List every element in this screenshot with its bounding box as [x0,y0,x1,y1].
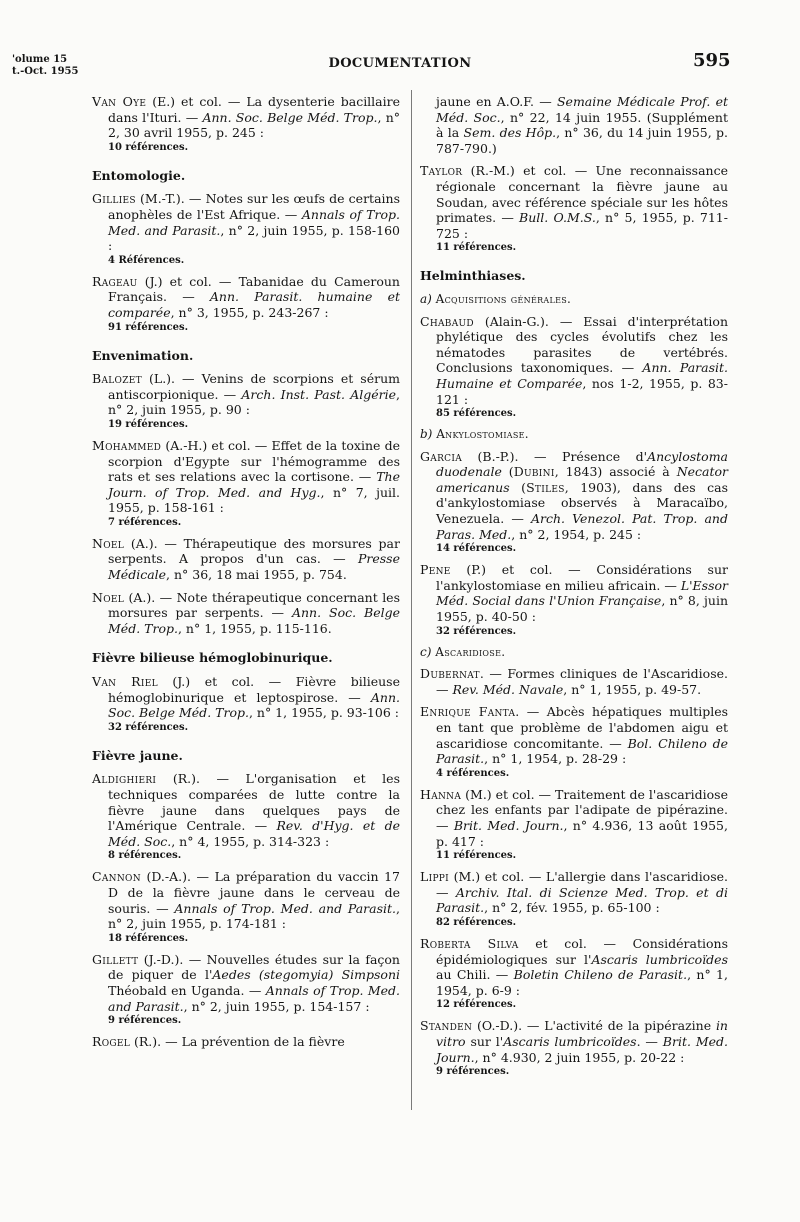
entry-text: . — [636,1033,663,1049]
entry-author: Gillies [92,191,136,207]
entry-citation: , n° 5, 1955, p. 711-725 : [436,210,728,241]
entry-journal: Brit. Med. Journ. [436,1033,728,1065]
entry-citation: , n° 1, 1955, p. 49-57. [563,681,702,697]
entry-text: , 1903), dans des cas d'ankylostomiase observés à Maracaïbo, Venezuela. — [436,479,728,527]
entry-journal: Sem. des Hôp. [463,125,557,141]
entry-citation: , n° 36, du 14 juin 1955, p. 787-790.) [436,125,728,156]
entry-references: 32 références. [436,625,517,637]
entry-author: Standen [420,1018,473,1034]
entry-citation: , n° 2, juin 1955, p. 154-157 : [183,998,370,1014]
entry-citation: , n° 1, 1954, p. 28-29 : [484,751,627,767]
bibliography-entry [420,704,728,779]
entry-author: Van Riel [92,674,158,690]
entry-journal: Bol. Chileno de Parasit. [436,735,728,767]
entry-journal: Ann. Soc. Belge Méd. Trop. [108,689,400,721]
section-heading: Fièvre jaune. [92,747,183,763]
entry-species: Ancylostoma duodenale [436,448,728,480]
entry-text: au Chili. — [436,967,514,983]
entry-text: Théobald en Uganda. — [108,982,266,998]
entry-text: (R.). — L'organisation et les techniques comparées de lutte contre la fièvre jaune dans quelques pays de l'Amérique Centrale. — [108,771,400,834]
entry-citation: , n° 22, 14 juin 1955. (Supplément à la [436,109,728,141]
entry-text: sur l' [465,1033,504,1049]
bibliography-entry [92,191,400,266]
subsection-title: Ascaridiose. [435,644,506,659]
issue-date-label: t.-Oct. 1955 [12,66,79,77]
entry-species: Aedes (stegomyia) Simpsoni [212,967,400,983]
column-divider [411,90,412,1110]
entry-author: Enrique Fanta [420,704,516,720]
bibliography-entry [92,590,400,637]
subsection-heading [420,427,728,443]
entry-references: 12 références. [436,999,517,1011]
entry-species: Necator americanus [436,464,728,495]
entry-author: Cannon [92,869,141,885]
page-header [0,0,800,80]
entry-references: 4 références. [436,767,510,779]
entry-citation: , n° 1, 1955, p. 115-116. [177,620,332,636]
entry-text: (M.-T.). — Notes sur les œufs de certains anophèles de l'Est Afrique. — [108,191,400,222]
entry-text: (B.-P.). — Présence d' [462,448,648,464]
page-number: 595 [693,50,731,71]
entry-journal: Ann. Parasit. Humaine et Comparée [436,360,728,391]
entry-text: (R.). — La prévention de la fièvre [130,1034,345,1050]
section-heading: Fièvre bilieuse hémoglobinurique. [92,650,333,666]
entry-journal: Arch. Inst. Past. Algérie [241,386,397,402]
section-heading: Envenimation. [92,347,194,363]
entry-citation: , n° 3, 1955, p. 243-267 : [170,304,329,320]
entry-text: (R.-M.) et col. — Une reconnaissance régionale concernant la fièvre jaune au Soudan, avec référence spéciale sur les hôtes primates. — [436,163,728,226]
entry-text: (A.). — Note thérapeutique concernant les morsures par serpents. — [108,589,400,621]
entry-citation: , n° 2, 1954, p. 245 : [511,526,642,542]
subsection-title: Acquisitions générales. [435,291,572,306]
subsection-letter: b) [420,427,433,442]
bibliography-entry [92,274,400,334]
bibliography-entry [92,94,400,154]
entry-author: Hanna [420,786,462,802]
bibliography-entry [420,449,728,556]
entry-references: 7 références. [108,516,182,528]
entry-text: (O.-D.). — L'activité de la pipérazine [472,1018,716,1034]
entry-author: Mohammed [92,437,162,453]
entry-references: 9 références. [108,1015,182,1027]
subsection-letter: c) [420,644,432,659]
entry-references: 32 références. [108,721,189,733]
entry-journal: Ann. Parasit. humaine et comparée [108,289,400,320]
bibliography-entry-continued [420,94,728,156]
entry-citation: , n° 2, juin 1955, p. 90 : [108,386,400,418]
entry-text: (Alain-G.). — Essai d'interprétation phylétique des cycles évolutifs chez les nématodes parasites de vertébrés. Conclusions taxonomiques. — [436,313,728,376]
entry-references: 19 références. [108,418,189,430]
entry-text: , 1843) associé à [554,464,677,480]
bibliography-entry [92,952,400,1027]
bibliography-entry [92,771,400,862]
bibliography-entry [420,314,728,421]
entry-references: 4 Références. [108,254,185,266]
entry-author: Noel [92,589,125,605]
running-head: DOCUMENTATION [328,56,472,71]
right-column [420,94,728,1085]
entry-text: (M.) et col. — L'allergie dans l'ascaridiose. — [436,869,728,900]
entry-text: (J.) et col. — Tabanidae du Cameroun Français. — [108,273,400,305]
entry-citation: , n° 2, 30 avril 1955, p. 245 : [108,109,400,141]
left-column [92,94,400,1057]
entry-journal: Bull. O.M.S. [519,210,596,226]
entry-emphasis: in vitro [436,1018,728,1049]
entry-journal: Boletin Chileno de Parasit. [513,967,688,983]
entry-author: Aldighieri [92,771,157,787]
bibliography-entry [420,1018,728,1078]
entry-references: 82 références. [436,916,517,928]
entry-author: Roberta Silva [420,935,519,951]
subsection-heading [420,292,728,308]
entry-journal: Annals of Trop. Med. and Parasit. [108,206,400,238]
entry-author: Taylor [420,163,463,179]
entry-journal: The Journ. of Trop. Med. and Hyg. [108,469,400,500]
entry-text: (M.) et col. — Traitement de l'ascaridiose chez les enfants par l'adipate de pipérazine. — [436,786,728,833]
entry-references: 91 références. [108,321,189,333]
entry-author: Rageau [92,273,138,289]
entry-text: (P.) et col. — Considérations sur l'ankylostomiase en milieu africain. — [436,562,728,593]
entry-text: . — Abcès hépatiques multiples en tant que problème de l'abdomen aigu et ascaridiose concomitante. — [436,704,729,751]
bibliography-entry [92,869,400,944]
subsection-heading [420,645,728,661]
entry-references: 8 références. [108,850,182,862]
entry-citation: , n° 4.936, 13 août 1955, p. 417 : [436,817,728,849]
entry-author: Van Oye [92,94,147,109]
entry-authority: Stiles [526,479,565,495]
bibliography-entry [420,787,728,862]
entry-citation: , n° 2, fév. 1955, p. 65-100 : [484,900,660,916]
volume-label: 'olume 15 [12,54,68,65]
entry-journal: Arch. Venezol. Pat. Trop. and Paras. Med. [436,511,728,542]
entry-journal: Archiv. Ital. di Scienze Med. Trop. et di Parasit. [436,884,728,916]
entry-text: ( [509,479,527,495]
entry-author: Noel [92,535,125,551]
entry-references: 11 références. [436,242,517,254]
entry-journal: Ann. Soc. Belge Méd. Trop. [108,605,400,636]
entry-author: Chabaud [420,313,474,329]
entry-text: (L.). — Venins de scorpions et sérum antiscorpionique. — [108,371,400,402]
entry-author: Garcia [420,448,463,464]
entry-text: (A.). — Thérapeutique des morsures par serpents. A propos d'un cas. — [108,535,400,567]
entry-journal: Semaine Médicale Prof. et Méd. Soc. [436,94,728,125]
bibliography-entry [92,371,400,431]
entry-text: . — Formes cliniques de l'Ascaridiose. — [436,666,728,697]
entry-text: et col. — Considérations épidémiologiques sur l' [436,935,728,967]
bibliography-entry [92,438,400,529]
entry-references: 14 références. [436,543,517,555]
bibliography-entry [420,562,728,637]
entry-text: jaune en A.O.F. — [436,94,557,109]
entry-author: Dubernat [420,666,480,682]
entry-authority: Dubini [513,464,555,480]
subsection-letter: a) [420,291,432,306]
subsection-title: Ankylostomiase. [436,427,529,442]
entry-citation: , n° 1, 1955, p. 93-106 : [248,705,399,721]
entry-citation: , n° 2, juin 1955, p. 158-160 : [108,222,400,254]
entry-text: (A.-H.) et col. — Effet de la toxine de scorpion d'Egypte sur l'hémogramme des rats et ses relations avec la cortisone. — [108,437,400,485]
entry-journal: L'Essor Méd. Social dans l'Union Française [436,577,729,609]
bibliography-entry [92,536,400,583]
entry-citation: , n° 4.930, 2 juin 1955, p. 20-22 : [474,1049,685,1065]
entry-citation: , n° 1, 1954, p. 6-9 : [436,967,728,998]
entry-citation: , n° 2, juin 1955, p. 174-181 : [108,900,400,932]
entry-journal: Brit. Med. Journ. [453,817,564,833]
bibliography-entry [92,674,400,734]
entry-citation: , n° 8, juin 1955, p. 40-50 : [436,593,728,625]
entry-journal: Ann. Soc. Belge Méd. Trop. [202,109,378,125]
entry-author: Gillett [92,951,139,967]
entry-citation: , n° 36, 18 mai 1955, p. 754. [166,567,347,583]
bibliography-entry [420,666,728,697]
section-heading: Helminthiases. [420,268,526,284]
entry-references: 10 références. [108,141,189,153]
entry-author: Rogel [92,1034,131,1050]
entry-author: Lippi [420,869,450,885]
entry-species: Ascaris lumbricoïdes [503,1033,637,1049]
entry-citation: , nos 1-2, 1955, p. 83-121 : [436,375,728,407]
entry-journal: Annals of Trop. Med. and Parasit. [174,900,397,916]
entry-text: ( [501,464,514,480]
entry-text: (J.) et col. — Fièvre bilieuse hémoglobinurique et leptospirose. — [108,674,400,705]
entry-text: (J.-D.). — Nouvelles études sur la façon de piquer de l' [108,951,400,983]
entry-journal: Rev. Méd. Navale [452,681,564,697]
entry-references: 9 références. [436,1066,510,1078]
bibliography-entry [420,869,728,929]
entry-text: (E.) et col. — La dysenterie bacillaire dans l'Ituri. — [108,94,401,125]
entry-journal: Annals of Trop. Med. and Parasit. [108,982,400,1014]
entry-author: Balozet [92,371,142,387]
section-heading: Entomologie. [92,167,186,183]
bibliography-entry [92,1034,400,1050]
entry-citation: , n° 7, juil. 1955, p. 158-161 : [108,484,400,516]
entry-citation: , n° 4, 1955, p. 314-323 : [171,833,330,849]
entry-journal: Presse Médicale [108,551,400,583]
bibliography-entry [420,163,728,254]
entry-references: 18 références. [108,932,189,944]
entry-journal: Rev. d'Hyg. et de Méd. Soc. [108,818,400,849]
entry-author: Pene [420,562,451,578]
entry-text: (D.-A.). — La préparation du vaccin 17 D de la fièvre jaune dans le cerveau de souris. — [108,869,400,916]
entry-references: 85 références. [436,408,517,420]
entry-references: 11 références. [436,850,517,862]
bibliography-entry [420,936,728,1011]
entry-species: Ascaris lumbricoïdes [591,951,728,967]
